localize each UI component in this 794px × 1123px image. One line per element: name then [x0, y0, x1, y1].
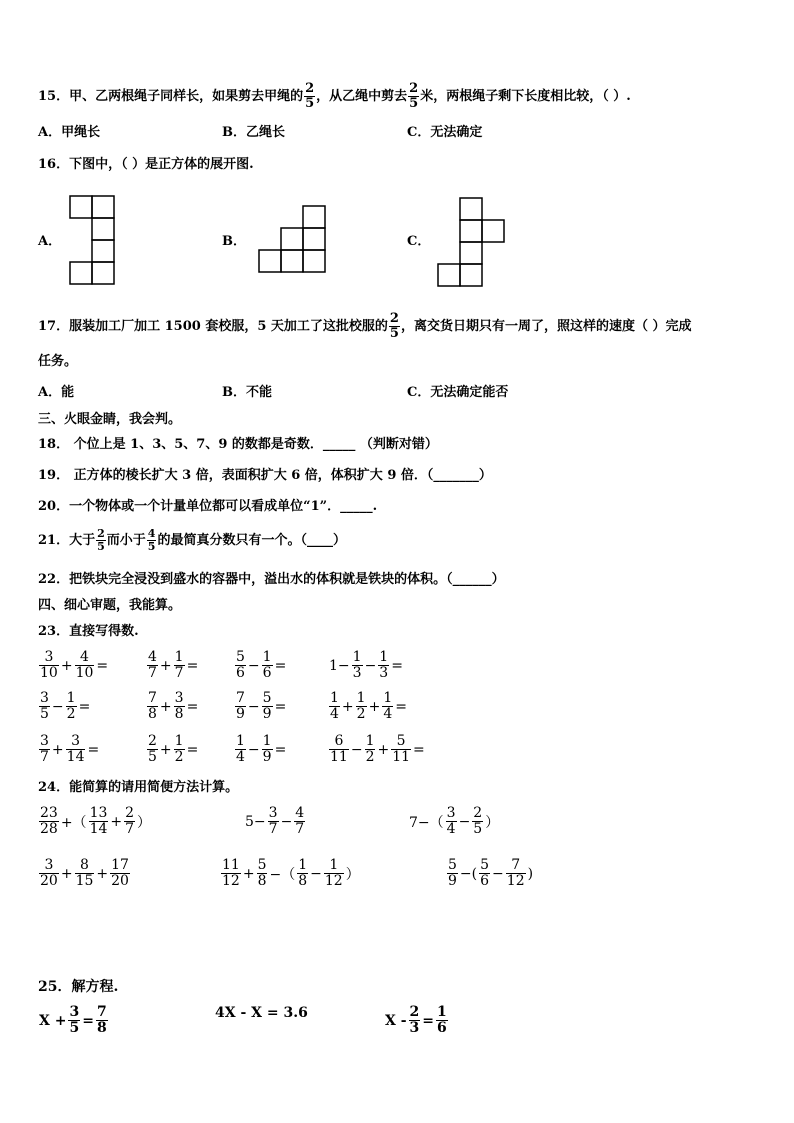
q20-line: 20．一个物体或一个计量单位都可以看成单位“1”．_____.: [38, 499, 378, 514]
numerator: 1: [262, 649, 272, 665]
denominator: 7: [125, 821, 135, 837]
fraction: [329, 691, 340, 722]
fraction: [147, 650, 158, 681]
denominator: 2: [356, 706, 366, 722]
math-operator: −（: [269, 866, 296, 883]
q15-fraction-2: $\frac{2}{5}$: [409, 81, 419, 111]
q24-title: 24．能简算的请用简便方法计算。: [38, 780, 239, 795]
q16-label-c: C．: [407, 234, 431, 249]
math-expression: [214, 1005, 309, 1021]
fraction: [329, 734, 349, 765]
denominator: 7: [174, 665, 184, 681]
section-3-heading: 三、火眼金睛，我会判。: [38, 412, 182, 427]
numerator: 7: [96, 1004, 107, 1020]
math-expression: [146, 734, 199, 765]
numerator: 1: [330, 690, 339, 706]
fraction: [235, 650, 246, 681]
math-operator: −: [247, 698, 260, 715]
q16-number: 16．: [38, 157, 70, 172]
fraction: [75, 650, 95, 681]
numerator: 3: [44, 649, 54, 665]
math-expression: [446, 858, 534, 889]
math-operator: −: [247, 657, 260, 674]
fraction: [110, 858, 130, 889]
fraction: [447, 858, 458, 889]
math-operator: −: [280, 813, 293, 830]
q21-text-c: 的最简真分数只有一个。（____）: [157, 532, 346, 548]
numerator: 1: [236, 733, 245, 749]
denominator: 7: [148, 665, 157, 681]
math-operator: =: [186, 657, 199, 674]
math-operator: −(: [459, 865, 478, 882]
fraction: [235, 734, 246, 765]
denominator: 5: [148, 749, 157, 765]
math-operator: =: [422, 1012, 435, 1029]
fraction: [75, 858, 95, 889]
section-4-heading: 四、细心审题，我能算。: [38, 598, 182, 613]
denominator: 4: [236, 749, 245, 765]
fraction: [409, 1005, 421, 1036]
numerator: 4: [295, 805, 305, 821]
fraction: [39, 858, 59, 889]
math-expression: [328, 734, 426, 765]
numerator: 17: [111, 857, 129, 873]
math-operator: +: [159, 657, 172, 674]
denominator: 6: [437, 1020, 447, 1036]
math-expression: [38, 650, 109, 681]
q15-text-c: 米，两根绳子剩下长度相比较，（ ）.: [420, 88, 631, 104]
math-operator: 5−: [245, 813, 266, 830]
q16-label-b: B．: [222, 234, 246, 249]
q16-label-a: A．: [38, 234, 62, 249]
denominator: 7: [295, 821, 305, 837]
fraction: [39, 650, 59, 681]
math-expression: [384, 1005, 449, 1036]
denominator: 14: [66, 749, 85, 765]
denominator: 4: [330, 706, 339, 722]
denominator: 20: [40, 873, 58, 889]
math-operator: −: [247, 741, 260, 758]
fraction: [147, 691, 158, 722]
denominator: 3: [352, 665, 362, 681]
math-expression: [234, 650, 287, 681]
math-operator: =: [274, 657, 287, 674]
q21-text-b: 而小于: [106, 532, 146, 548]
math-operator: =: [391, 657, 403, 674]
q18-line: 18． 个位上是 1、3、5、7、9 的数都是奇数．_____ （判断对错）: [38, 437, 438, 452]
denominator: 10: [75, 665, 94, 681]
fraction: [174, 650, 185, 681]
denominator: 9: [262, 749, 272, 765]
q21-line: [38, 528, 346, 553]
q17-text-a: 服装加工厂加工 1500 套校服，5 天加工了这批校服的: [69, 318, 388, 334]
denominator: 11: [330, 749, 348, 765]
denominator: 14: [89, 821, 108, 837]
q17-text-b: ，离交货日期只有一周了，照这样的速度（ ）完成: [400, 318, 692, 334]
fraction: [235, 691, 246, 722]
denominator: 10: [40, 665, 58, 681]
math-expression: [328, 650, 404, 681]
fraction: [365, 734, 376, 765]
numerator: 6: [334, 733, 344, 749]
fraction: [297, 858, 308, 889]
q17-line: [38, 312, 691, 341]
math-operator: +: [60, 657, 73, 674]
denominator: 9: [448, 873, 457, 889]
denominator: 12: [324, 873, 343, 889]
fraction: [479, 858, 490, 889]
math-operator: ）: [137, 814, 152, 831]
numerator: 5: [480, 857, 490, 873]
q17-number: 17．: [38, 318, 70, 334]
math-operator: =: [186, 698, 199, 715]
numerator: 1: [379, 649, 389, 665]
math-operator: =: [87, 741, 100, 758]
fraction: [382, 691, 393, 722]
fraction: [66, 734, 86, 765]
denominator: 2: [66, 706, 76, 722]
denominator: 8: [96, 1020, 107, 1036]
numerator: 2: [148, 733, 157, 749]
fraction: [221, 858, 241, 889]
fraction: [147, 734, 158, 765]
denominator: 15: [75, 873, 94, 889]
numerator: 3: [40, 690, 49, 706]
fraction: [391, 734, 411, 765]
math-operator: 4X - X = 3.6: [215, 1005, 308, 1021]
fraction: [446, 806, 457, 837]
numerator: 1: [262, 733, 272, 749]
denominator: 7: [268, 821, 278, 837]
fraction: [324, 858, 344, 889]
math-operator: =: [274, 698, 287, 715]
fraction: [378, 650, 389, 681]
fraction: [66, 691, 77, 722]
numerator: 3: [40, 733, 49, 749]
numerator: 5: [396, 733, 406, 749]
denominator: 11: [392, 749, 411, 765]
numerator: 1: [329, 857, 339, 873]
fraction: [124, 806, 135, 837]
math-operator: ）: [485, 814, 500, 831]
fraction: [39, 734, 50, 765]
denominator: 5: [40, 706, 49, 722]
math-operator: −: [458, 813, 471, 830]
fraction: [257, 858, 268, 889]
q22-line: 22．把铁块完全浸没到盛水的容器中，溢出水的体积就是铁块的体积。（______）: [38, 572, 505, 587]
math-operator: =: [186, 741, 199, 758]
numerator: 3: [446, 805, 456, 821]
numerator: 1: [66, 690, 76, 706]
math-expression: [408, 806, 500, 837]
fraction: [89, 806, 109, 837]
numerator: 1: [174, 733, 184, 749]
math-operator: +: [110, 813, 123, 830]
denominator: 4: [383, 706, 393, 722]
denominator: 6: [236, 665, 245, 681]
math-expression: [38, 1005, 109, 1036]
q17-text-c: 任务。: [38, 354, 78, 369]
denominator: 20: [111, 873, 129, 889]
q15-number: 15．: [38, 88, 70, 104]
math-operator: +: [159, 698, 172, 715]
math-expression: [38, 858, 131, 889]
math-operator: =: [78, 698, 91, 715]
denominator: 7: [40, 749, 49, 765]
math-operator: =: [96, 657, 109, 674]
denominator: 6: [262, 665, 272, 681]
math-operator: =: [274, 741, 287, 758]
numerator: 1: [356, 690, 366, 706]
numerator: 8: [80, 857, 89, 873]
denominator: 5: [473, 821, 483, 837]
numerator: 5: [257, 857, 267, 873]
numerator: 5: [448, 857, 457, 873]
math-operator: X -: [385, 1012, 407, 1029]
fraction: [262, 691, 273, 722]
numerator: 2: [125, 805, 135, 821]
numerator: 5: [262, 690, 272, 706]
math-operator: 7−（: [409, 814, 444, 831]
math-operator: +: [368, 698, 381, 715]
fraction: [506, 858, 526, 889]
q25-title: 25．解方程.: [38, 979, 119, 995]
math-operator: ): [527, 865, 534, 882]
fraction: [39, 691, 50, 722]
q15-fraction-1: $\frac{2}{5}$: [305, 81, 315, 111]
fraction: [294, 806, 305, 837]
fraction: [268, 806, 279, 837]
math-operator: +: [96, 865, 109, 882]
math-operator: +: [51, 741, 64, 758]
math-operator: +: [242, 865, 255, 882]
numerator: 7: [236, 690, 245, 706]
math-expression: [328, 691, 408, 722]
cube-net-c: [0, 0, 794, 300]
q15-text-a: 甲、乙两根绳子同样长，如果剪去甲绳的: [69, 88, 304, 104]
denominator: 6: [480, 873, 490, 889]
math-operator: −: [364, 657, 377, 674]
denominator: 9: [236, 706, 245, 722]
math-expression: [146, 691, 199, 722]
fraction: [436, 1005, 448, 1036]
numerator: 13: [89, 805, 108, 821]
numerator: 3: [268, 805, 278, 821]
fraction: [262, 650, 273, 681]
denominator: 28: [40, 821, 58, 837]
math-operator: +（: [60, 814, 87, 831]
math-operator: +: [60, 865, 73, 882]
q15-option-c: C．无法确定: [407, 125, 483, 140]
numerator: 7: [148, 690, 157, 706]
q21-fraction-1: $\frac{2}{5}$: [97, 527, 105, 553]
fraction: [174, 734, 185, 765]
math-operator: +: [341, 698, 354, 715]
fraction: [96, 1005, 108, 1036]
q21-text-a: 大于: [69, 532, 96, 548]
q15-option-a: A．甲绳长: [38, 125, 101, 140]
math-operator: =: [413, 741, 425, 758]
q19-line: 19． 正方体的棱长扩大 3 倍，表面积扩大 6 倍，体积扩大 9 倍．（_______）: [38, 468, 492, 483]
denominator: 8: [257, 873, 267, 889]
numerator: 5: [236, 649, 245, 665]
math-operator: −: [310, 865, 322, 882]
math-operator: −: [51, 698, 64, 715]
denominator: 2: [365, 749, 375, 765]
numerator: 1: [365, 733, 375, 749]
q17-fraction: $\frac{2}{5}$: [389, 311, 399, 341]
q17-option-b: B．不能: [222, 385, 272, 400]
math-expression: [234, 691, 287, 722]
math-operator: +: [159, 741, 172, 758]
denominator: 12: [506, 873, 525, 889]
math-expression: [38, 734, 100, 765]
math-operator: +: [377, 741, 390, 758]
denominator: 3: [409, 1020, 420, 1036]
numerator: 7: [511, 857, 521, 873]
math-operator: =: [395, 698, 407, 715]
math-operator: 1−: [329, 657, 350, 674]
q21-number: 21．: [38, 532, 70, 548]
numerator: 11: [222, 857, 240, 873]
denominator: 8: [298, 873, 308, 889]
numerator: 1: [174, 649, 184, 665]
math-expression: [38, 806, 152, 837]
q16-text: 下图中，（ ）是正方体的展开图.: [69, 157, 254, 172]
q15-option-b: B．乙绳长: [222, 125, 285, 140]
denominator: 3: [379, 665, 389, 681]
fraction: [39, 806, 59, 837]
math-operator: X +: [39, 1012, 67, 1029]
numerator: 1: [383, 690, 393, 706]
math-expression: [38, 691, 91, 722]
denominator: 8: [174, 706, 184, 722]
denominator: 5: [69, 1020, 80, 1036]
numerator: 3: [44, 857, 54, 873]
numerator: 1: [437, 1004, 447, 1020]
math-operator: =: [82, 1012, 94, 1029]
q15-text-b: ，从乙绳中剪去: [316, 88, 408, 104]
fraction: [356, 691, 367, 722]
numerator: 23: [40, 805, 58, 821]
math-expression: [146, 650, 199, 681]
q21-fraction-2: $\frac{4}{5}$: [147, 527, 156, 553]
q23-title: 23．直接写得数.: [38, 624, 139, 639]
denominator: 2: [174, 749, 184, 765]
math-operator: −: [350, 741, 363, 758]
fraction: [262, 734, 273, 765]
numerator: 3: [71, 733, 81, 749]
numerator: 3: [69, 1004, 80, 1020]
math-operator: ）: [345, 866, 360, 883]
numerator: 4: [80, 649, 89, 665]
numerator: 4: [148, 649, 157, 665]
math-expression: [234, 734, 287, 765]
q17-option-c: C．无法确定能否: [407, 385, 509, 400]
numerator: 3: [174, 690, 184, 706]
math-expression: [244, 806, 306, 837]
numerator: 2: [473, 805, 483, 821]
denominator: 4: [446, 821, 456, 837]
fraction: [68, 1005, 80, 1036]
denominator: 12: [222, 873, 240, 889]
numerator: 1: [352, 649, 362, 665]
math-operator: −: [492, 865, 504, 882]
fraction: [472, 806, 483, 837]
numerator: 2: [409, 1004, 420, 1020]
denominator: 9: [262, 706, 272, 722]
q17-option-a: A．能: [38, 385, 75, 400]
fraction: [174, 691, 185, 722]
numerator: 1: [298, 857, 308, 873]
fraction: [352, 650, 363, 681]
math-expression: [220, 858, 361, 889]
denominator: 8: [148, 706, 157, 722]
